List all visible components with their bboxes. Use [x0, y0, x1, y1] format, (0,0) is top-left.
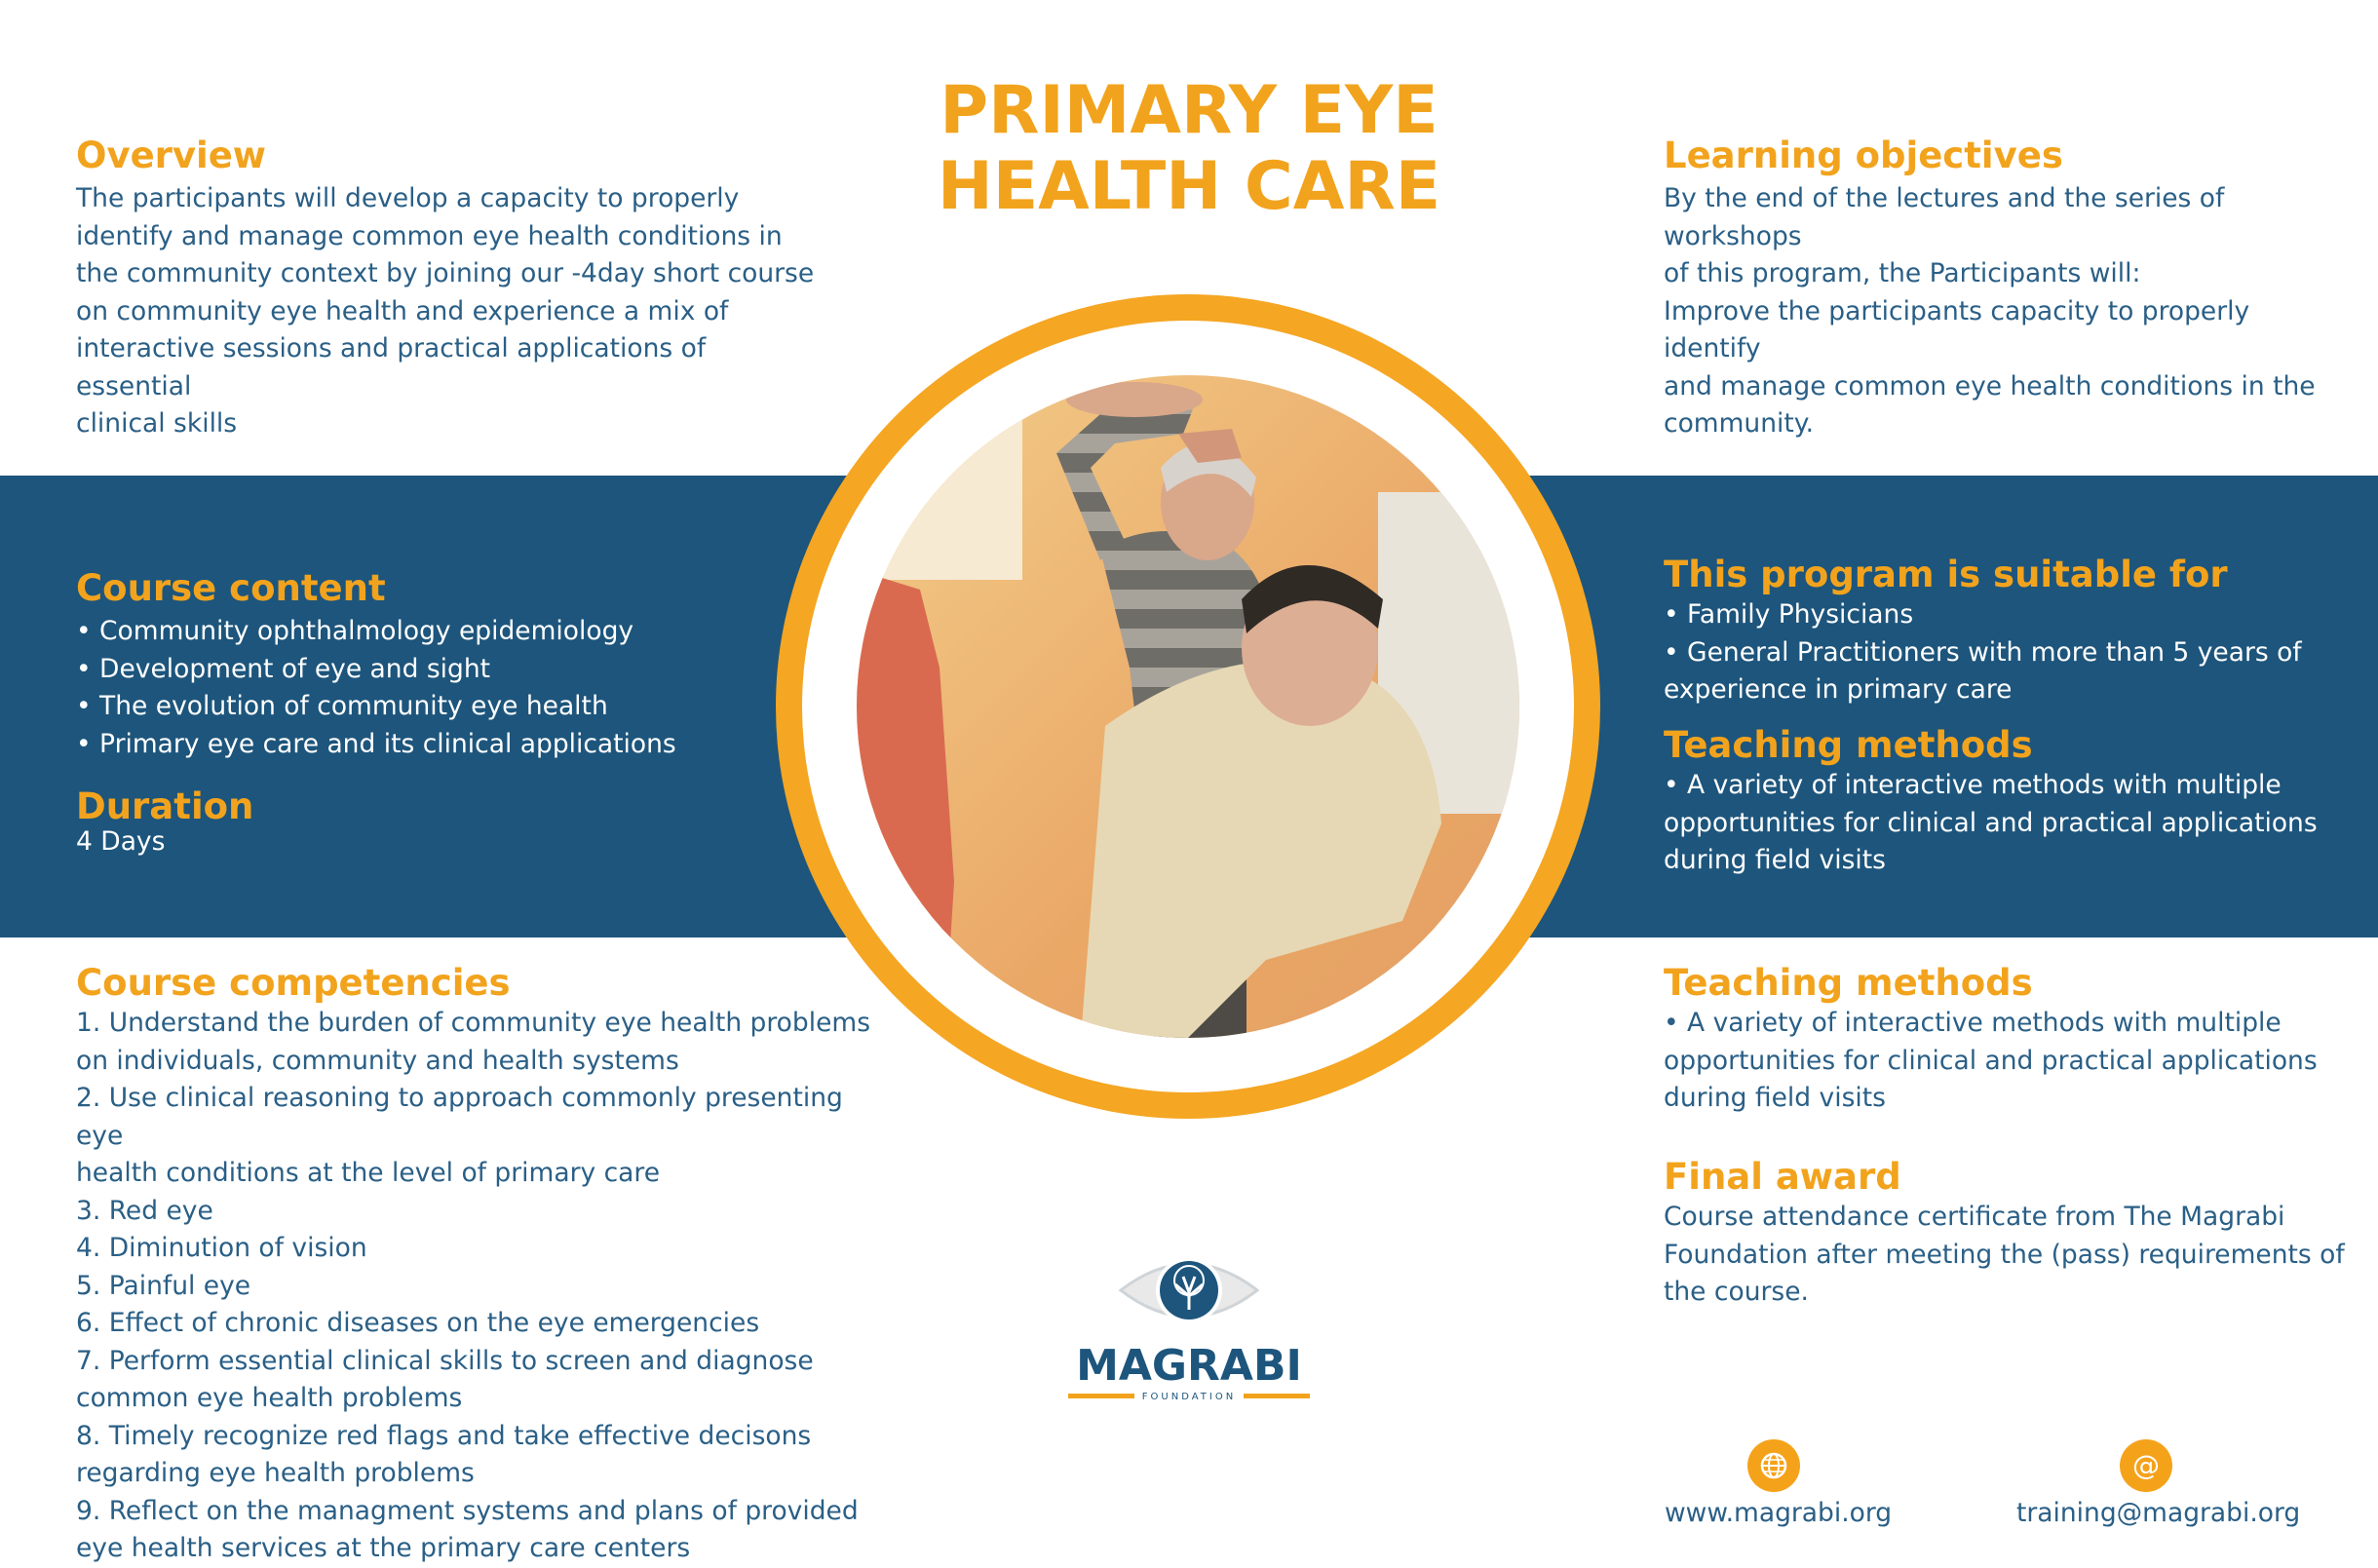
email-link[interactable]: training@magrabi.org: [2016, 1498, 2301, 1528]
learning-objectives-line: Improve the participants capacity to properly identify: [1664, 295, 2250, 363]
learning-objectives-line: and manage common eye health conditions in the: [1664, 370, 2316, 402]
final-award-line: Foundation after meeting the (pass) requirements of: [1664, 1239, 2345, 1270]
learning-objectives-heading: Learning objectives: [1664, 134, 2063, 176]
overview-line: the community context by joining our -4day short course: [76, 258, 815, 288]
learning-objectives-section: [1664, 134, 2346, 443]
overview-line: identify and manage common eye health conditions in: [76, 220, 783, 251]
learning-objectives-line: community.: [1664, 408, 1815, 439]
competency-line: 2. Use clinical reasoning to approach commonly presenting eye: [76, 1083, 843, 1151]
final-award-line: the course.: [1664, 1277, 1809, 1307]
lecture-photo: [857, 375, 1519, 1038]
teaching-methods-line: during field visits: [1664, 1083, 1886, 1113]
magrabi-logo: [1060, 1249, 1318, 1405]
competency-line: 7. Perform essential clinical skills to screen and diagnose: [76, 1345, 814, 1376]
teaching-methods-band-line: opportunities for clinical and practical applications: [1664, 807, 2318, 838]
duration-section: [76, 785, 466, 856]
teaching-methods-band-section: [1664, 724, 2346, 880]
teaching-methods-band-line: during field visits: [1664, 845, 1886, 875]
competency-line: 1. Understand the burden of community eye health problems: [76, 1008, 871, 1038]
logo-wordmark: MAGRABI: [1076, 1341, 1302, 1391]
duration-value: 4 Days: [76, 826, 166, 857]
course-content-item: • Community ophthalmology epidemiology: [76, 616, 634, 646]
suitable-for-heading: This program is suitable for: [1664, 554, 2228, 595]
logo-subtitle: FOUNDATION: [1141, 1392, 1237, 1402]
teaching-methods-band-heading: Teaching methods: [1664, 724, 2033, 766]
learning-objectives-line: of this program, the Participants will:: [1664, 258, 2141, 288]
competency-line: eye health services at the primary care centers: [76, 1533, 691, 1563]
title-line-1: PRIMARY EYE: [940, 72, 1438, 149]
course-content-heading: Course content: [76, 567, 386, 609]
competency-line: 5. Painful eye: [76, 1270, 251, 1301]
overview-line: interactive sessions and practical applications of essential: [76, 333, 707, 402]
competency-line: on individuals, community and health systems: [76, 1045, 679, 1076]
overview-section: [76, 134, 817, 443]
suitable-for-section: [1664, 554, 2346, 709]
learning-objectives-line: By the end of the lectures and the series of workshops: [1664, 183, 2225, 251]
competency-line: 9. Reflect on the managment systems and plans of provided: [76, 1495, 859, 1526]
competency-line: 4. Diminution of vision: [76, 1233, 367, 1263]
overview-line: clinical skills: [76, 408, 238, 439]
teaching-methods-section: [1664, 962, 2346, 1118]
overview-line: The participants will develop a capacity to properly: [76, 183, 740, 213]
final-award-line: Course attendance certificate from The Magrabi: [1664, 1202, 2285, 1232]
suitable-for-line: • Family Physicians: [1664, 599, 1914, 630]
final-award-section: [1664, 1156, 2346, 1312]
teaching-methods-band-line: • A variety of interactive methods with multiple: [1664, 770, 2282, 800]
course-competencies-heading: Course competencies: [76, 962, 511, 1004]
teaching-methods-line: • A variety of interactive methods with multiple: [1664, 1008, 2282, 1038]
course-content-item: • Development of eye and sight: [76, 653, 491, 684]
competency-line: 8. Timely recognize red flags and take effective decisons: [76, 1420, 812, 1451]
at-icon: @: [2120, 1439, 2172, 1492]
website-link[interactable]: www.magrabi.org: [1665, 1498, 1893, 1528]
globe-icon: [1747, 1439, 1800, 1492]
competency-line: 3. Red eye: [76, 1195, 213, 1226]
teaching-methods-heading: Teaching methods: [1664, 962, 2033, 1004]
competency-line: health conditions at the level of primary care: [76, 1158, 660, 1188]
overview-heading: Overview: [76, 134, 266, 176]
suitable-for-line: experience in primary care: [1664, 674, 2013, 705]
competency-line: common eye health problems: [76, 1383, 463, 1413]
title-line-2: HEALTH CARE: [937, 148, 1441, 225]
course-content-item: • The evolution of community eye health: [76, 691, 608, 721]
page-title: [858, 73, 1520, 225]
final-award-heading: Final award: [1664, 1156, 1901, 1198]
competency-line: regarding eye health problems: [76, 1458, 475, 1488]
overview-line: on community eye health and experience a mix of: [76, 295, 729, 326]
suitable-for-line: • General Practitioners with more than 5 years of: [1664, 636, 2302, 668]
competency-line: 6. Effect of chronic diseases on the eye emergencies: [76, 1308, 760, 1338]
course-competencies-section: [76, 962, 875, 1568]
course-content-item: • Primary eye care and its clinical applications: [76, 728, 676, 759]
duration-heading: Duration: [76, 785, 254, 827]
teaching-methods-line: opportunities for clinical and practical applications: [1664, 1045, 2318, 1076]
course-content-section: [76, 567, 778, 763]
